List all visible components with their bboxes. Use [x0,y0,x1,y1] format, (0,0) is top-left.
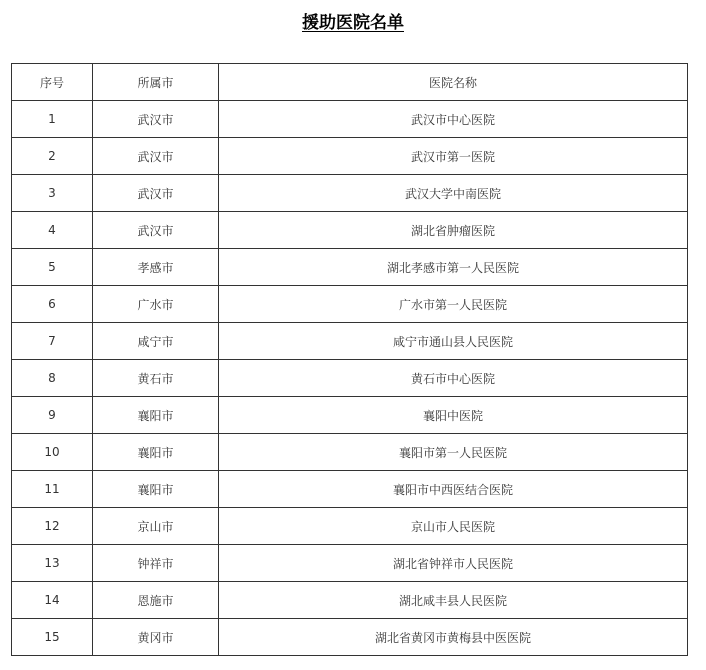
cell-number: 13 [12,545,93,582]
cell-hospital: 黄石市中心医院 [219,360,688,397]
hospital-table [11,63,688,656]
cell-hospital: 咸宁市通山县人民医院 [219,323,688,360]
table-header-row [12,64,688,101]
cell-city: 武汉市 [93,175,219,212]
cell-city: 黄石市 [93,360,219,397]
cell-hospital: 京山市人民医院 [219,508,688,545]
cell-hospital: 广水市第一人民医院 [219,286,688,323]
cell-hospital: 湖北省肿瘤医院 [219,212,688,249]
column-header-city: 所属市 [93,64,219,101]
cell-hospital: 湖北省钟祥市人民医院 [219,545,688,582]
cell-number: 7 [12,323,93,360]
cell-number: 4 [12,212,93,249]
table-row [12,249,688,286]
table-row [12,286,688,323]
cell-hospital: 武汉市第一医院 [219,138,688,175]
cell-number: 2 [12,138,93,175]
cell-city: 武汉市 [93,212,219,249]
cell-city: 咸宁市 [93,323,219,360]
table-row [12,175,688,212]
table-row [12,101,688,138]
table-row [12,619,688,656]
table-row [12,471,688,508]
cell-city: 京山市 [93,508,219,545]
cell-hospital: 襄阳市第一人民医院 [219,434,688,471]
cell-number: 9 [12,397,93,434]
page-title-text: 援助医院名单 [302,13,404,33]
cell-hospital: 武汉市中心医院 [219,101,688,138]
cell-hospital: 武汉大学中南医院 [219,175,688,212]
cell-city: 孝感市 [93,249,219,286]
table-row [12,545,688,582]
cell-city: 广水市 [93,286,219,323]
cell-city: 恩施市 [93,582,219,619]
cell-number: 14 [12,582,93,619]
table-row [12,138,688,175]
column-header-number: 序号 [12,64,93,101]
table-row [12,397,688,434]
cell-city: 武汉市 [93,101,219,138]
cell-number: 12 [12,508,93,545]
cell-city: 襄阳市 [93,471,219,508]
table-row [12,582,688,619]
cell-number: 10 [12,434,93,471]
table-body [12,101,688,656]
page-title [0,12,706,34]
cell-city: 襄阳市 [93,397,219,434]
table-row [12,360,688,397]
cell-number: 11 [12,471,93,508]
cell-number: 8 [12,360,93,397]
cell-city: 襄阳市 [93,434,219,471]
cell-city: 武汉市 [93,138,219,175]
cell-hospital: 湖北咸丰县人民医院 [219,582,688,619]
cell-hospital: 湖北省黄冈市黄梅县中医医院 [219,619,688,656]
cell-hospital: 襄阳市中西医结合医院 [219,471,688,508]
cell-hospital: 湖北孝感市第一人民医院 [219,249,688,286]
cell-number: 1 [12,101,93,138]
cell-number: 15 [12,619,93,656]
cell-hospital: 襄阳中医院 [219,397,688,434]
cell-number: 5 [12,249,93,286]
cell-city: 黄冈市 [93,619,219,656]
table-row [12,434,688,471]
cell-number: 3 [12,175,93,212]
table-row [12,212,688,249]
cell-city: 钟祥市 [93,545,219,582]
column-header-hospital: 医院名称 [219,64,688,101]
cell-number: 6 [12,286,93,323]
table-row [12,508,688,545]
table-row [12,323,688,360]
